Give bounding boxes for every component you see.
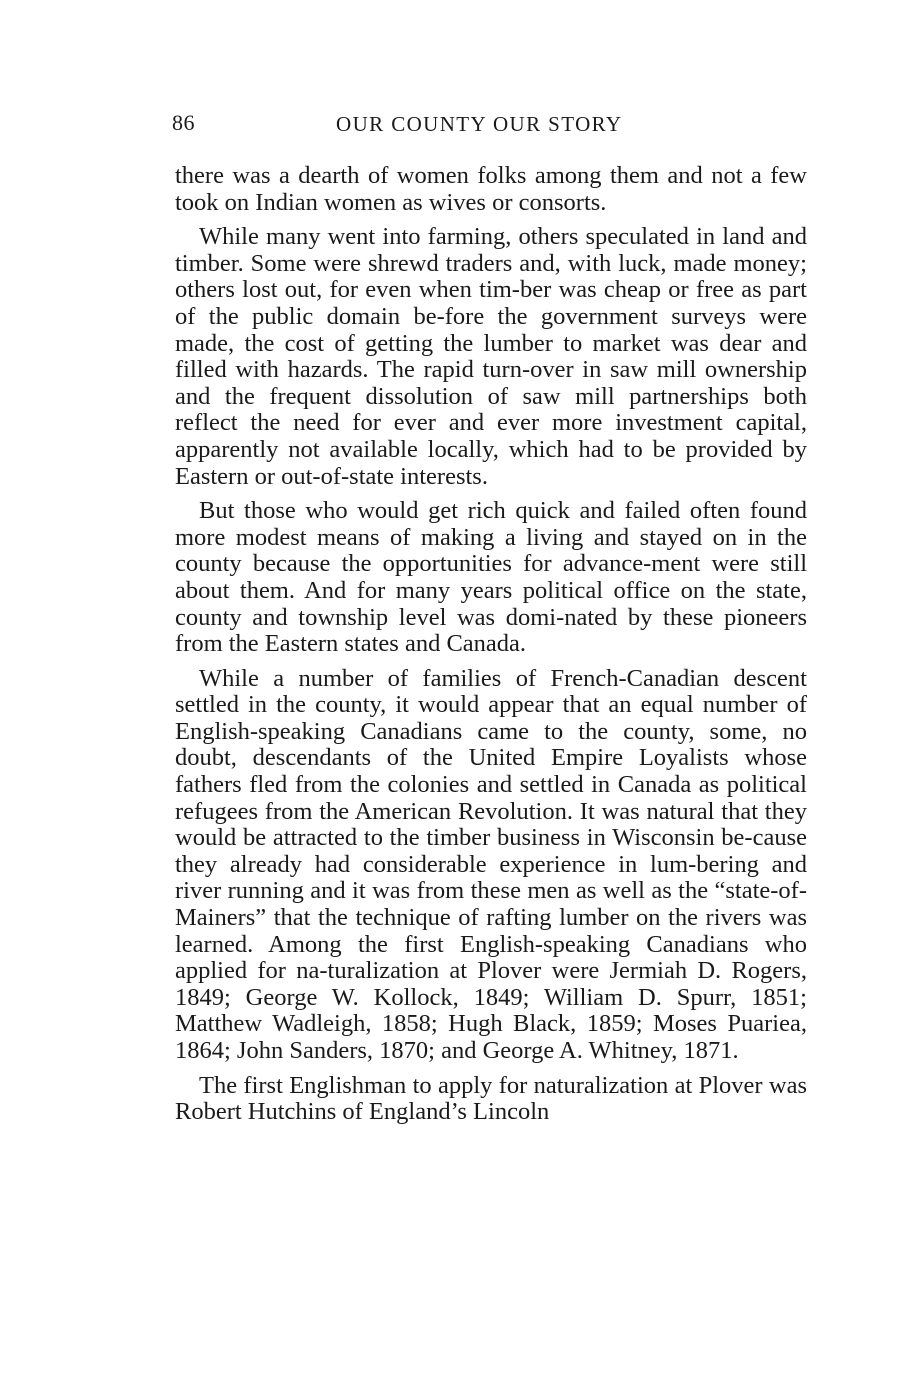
body-text [175, 163, 807, 1126]
paragraph-continued: there was a dearth of women folks among them and not a few took on Indian women as wives or consorts. [175, 162, 807, 216]
running-title: OUR COUNTY OUR STORY [336, 112, 623, 136]
paragraph-canadians: While a number of families of French-Canadian descent settled in the county, it would appear that an equal number of English-speaking Canadians came to the county, some, no doubt, descendants of the United Empire Loyalists whose fathers fled from the colonies and settled in Canada as political refugees from the American Revolution. It was natural that they would be attracted to the timber business in Wisconsin be-cause they already had considerable experience in lum-bering and river running and it was from these men as well as the “state-of-Mainers” that the technique of rafting lumber on the rivers was learned. Among the first English-speaking Canadians who applied for na-turalization at Plover were Jermiah D. Rogers, 1849; George W. Kollock, 1849; William D. Spurr, 1851; Matthew Wadleigh, 1858; Hugh Black, 1859; Moses Puariea, 1864; John Sanders, 1870; and George A. Whitney, 1871. [175, 664, 807, 1064]
page-number: 86 [172, 110, 195, 135]
running-header [172, 110, 812, 144]
paragraph-englishman: The first Englishman to apply for naturalization at Plover was Robert Hutchins of England’s Lincoln [175, 1071, 807, 1126]
paragraph-modest-means: But those who would get rich quick and failed often found more modest means of making a living and stayed on in the county because the opportunities for advance-ment were still about them. And for many years political office on the state, county and township level was domi-nated by these pioneers from the Eastern states and Canada. [175, 497, 807, 658]
paragraph-speculation: While many went into farming, others speculated in land and timber. Some were shrewd traders and, with luck, made money; others lost out, for even when tim-ber was cheap or free as part of the public domain be-fore the government surveys were made, the cost of getting the lumber to market was dear and filled with hazards. The rapid turn-over in saw mill ownership and the frequent dissolution of saw mill partnerships both reflect the need for ever and ever more investment capital, apparently not available locally, which had to be provided by Eastern or out-of-state interests. [175, 223, 807, 490]
